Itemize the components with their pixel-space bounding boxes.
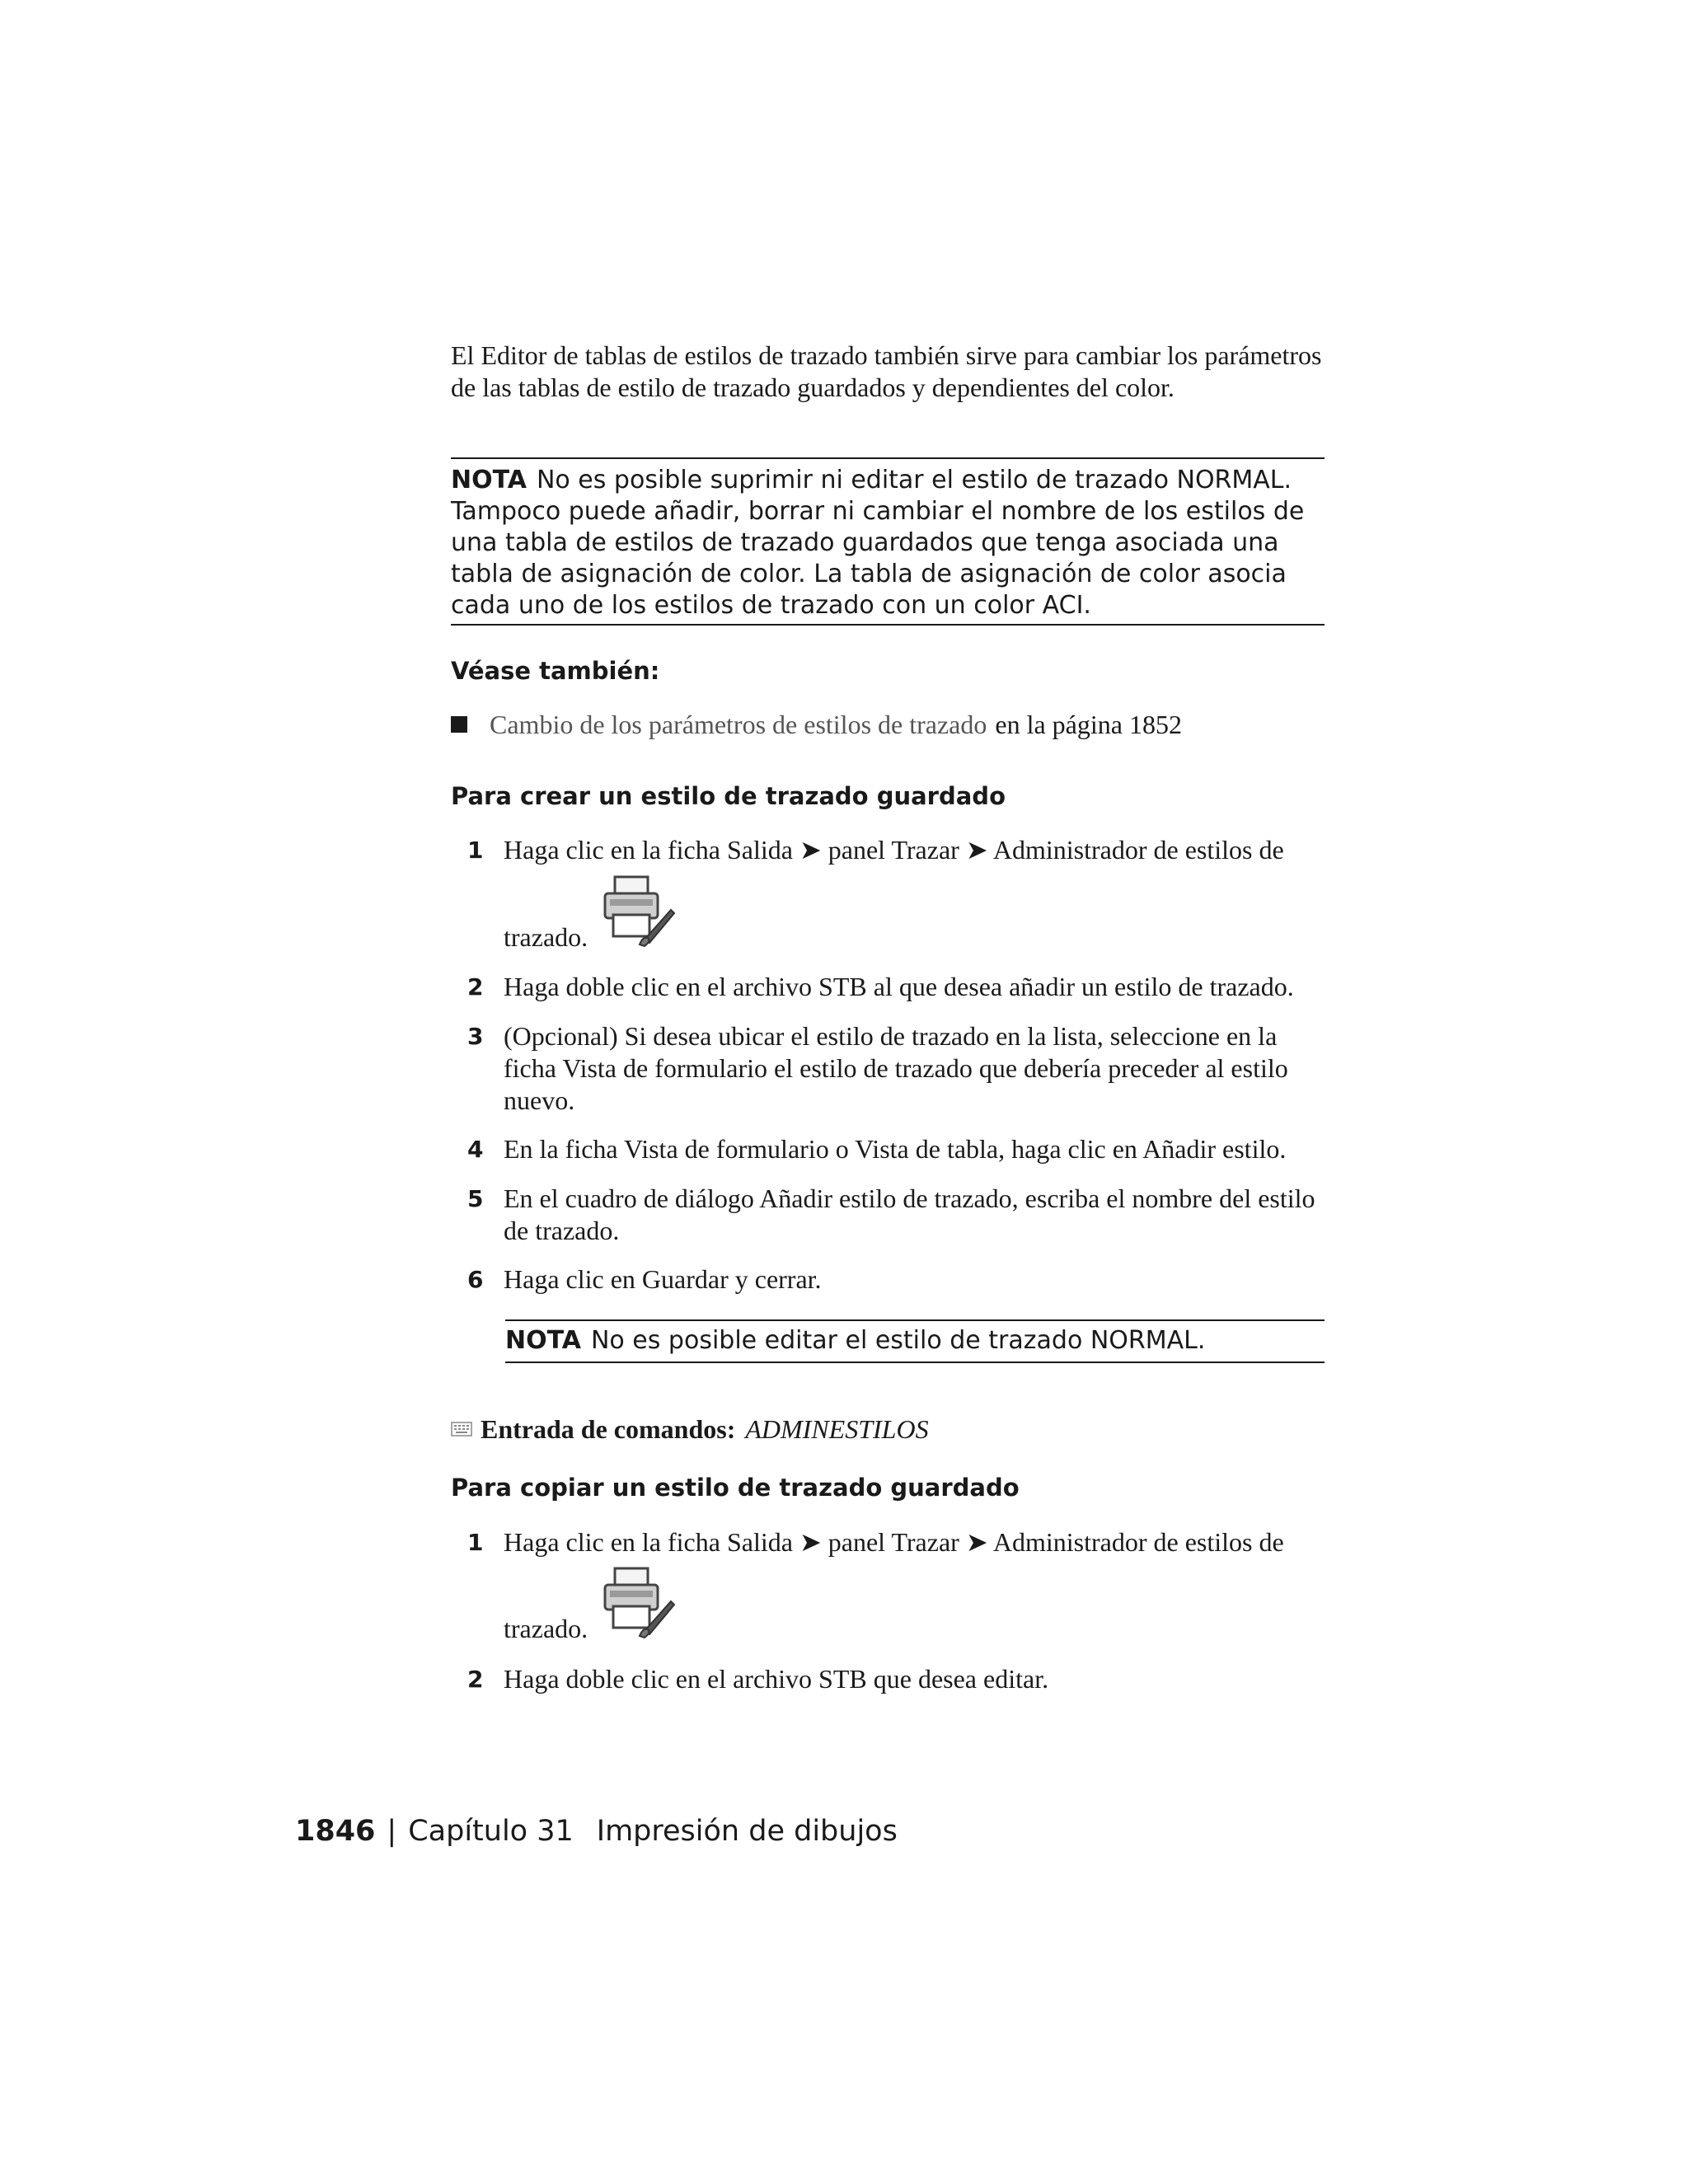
cross-reference-link[interactable]: Cambio de los parámetros de estilos de trazado xyxy=(490,710,987,739)
chapter-label: Capítulo 31 xyxy=(408,1815,574,1848)
note-label: NOTA xyxy=(505,1326,581,1355)
step-item xyxy=(451,1133,1325,1165)
step-number: 1 xyxy=(467,1529,484,1556)
section-heading-create: Para crear un estilo de trazado guardado xyxy=(451,782,1006,810)
step-text: trazado. xyxy=(504,922,588,952)
note-text: No es posible suprimir ni editar el estilo de trazado NORMAL. Tampoco puede añadir, borrar ni cambiar el nombre de los estilos de una tabla de estilos de trazado guardados que tenga asociada una tabla de asignación de color. La tabla de asignación de color asocia cada uno de los estilos de trazado con un color ACI. xyxy=(451,466,1305,620)
step-continuation xyxy=(451,1613,1325,1645)
section-heading-copy: Para copiar un estilo de trazado guardado xyxy=(451,1474,1020,1502)
step-text: Haga clic en la ficha Salida ➤ panel Trazar ➤ Administrador de estilos de xyxy=(504,1527,1284,1557)
keyboard-icon xyxy=(451,1422,472,1436)
note-text: No es posible editar el estilo de trazado NORMAL. xyxy=(590,1326,1206,1355)
printer-brush-icon xyxy=(602,874,676,948)
step-item xyxy=(451,1020,1325,1117)
step-item xyxy=(451,834,1325,866)
page-footer xyxy=(295,1813,898,1849)
page-reference: en la página 1852 xyxy=(995,710,1182,739)
step-item xyxy=(451,1663,1325,1695)
step-text: Haga clic en Guardar y cerrar. xyxy=(504,1264,822,1294)
step-number: 2 xyxy=(467,1666,484,1693)
step-item xyxy=(451,1263,1325,1296)
note-box xyxy=(505,1319,1325,1363)
command-label: Entrada de comandos: xyxy=(481,1414,736,1444)
step-number: 5 xyxy=(467,1185,484,1212)
step-number: 3 xyxy=(467,1023,484,1050)
note-label: NOTA xyxy=(451,466,527,494)
bullet-square-icon xyxy=(451,716,467,733)
see-also-item xyxy=(451,708,1182,741)
step-number: 2 xyxy=(467,973,484,1001)
footer-separator: | xyxy=(387,1815,397,1848)
step-number: 6 xyxy=(467,1266,484,1293)
note-box xyxy=(451,457,1325,626)
step-text: Haga doble clic en el archivo STB que desea editar. xyxy=(504,1664,1049,1694)
intro-paragraph: El Editor de tablas de estilos de trazado también sirve para cambiar los parámetros de las tablas de estilo de trazado guardados y dependientes del color. xyxy=(451,340,1322,402)
step-item xyxy=(451,1526,1325,1558)
step-number: 1 xyxy=(467,837,484,864)
step-text: Haga clic en la ficha Salida ➤ panel Trazar ➤ Administrador de estilos de xyxy=(504,835,1284,865)
printer-brush-icon xyxy=(602,1565,676,1639)
command-entry xyxy=(451,1413,929,1446)
step-text: Haga doble clic en el archivo STB al que desea añadir un estilo de trazado. xyxy=(504,972,1294,1001)
step-continuation xyxy=(451,921,1325,954)
step-text: En la ficha Vista de formulario o Vista de tabla, haga clic en Añadir estilo. xyxy=(504,1134,1287,1164)
step-item xyxy=(451,1183,1325,1247)
step-text: En el cuadro de diálogo Añadir estilo de trazado, escriba el nombre del estilo de trazado. xyxy=(504,1183,1315,1245)
chapter-title: Impresión de dibujos xyxy=(596,1815,898,1848)
step-text: trazado. xyxy=(504,1614,588,1643)
step-item xyxy=(451,971,1325,1003)
step-text: (Opcional) Si desea ubicar el estilo de trazado en la lista, seleccione en la ficha Vista de formulario el estilo de trazado que debería preceder al estilo nuevo. xyxy=(504,1021,1288,1115)
see-also-heading: Véase también: xyxy=(451,657,660,685)
page-number: 1846 xyxy=(295,1815,376,1848)
step-number: 4 xyxy=(467,1136,484,1163)
command-value: ADMINESTILOS xyxy=(745,1414,929,1444)
